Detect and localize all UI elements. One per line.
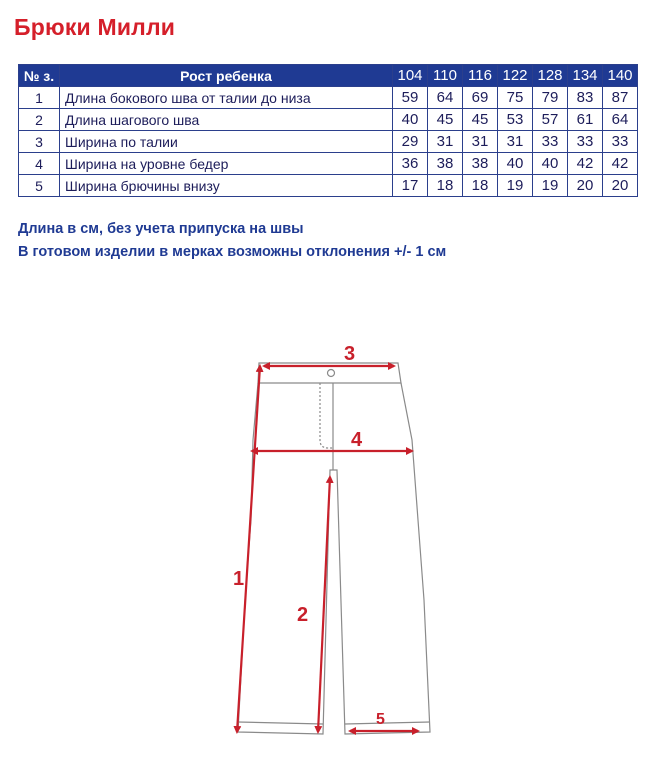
cell-value: 40 [498, 153, 533, 175]
label-2: 2 [297, 604, 309, 626]
header-height: Рост ребенка [60, 65, 393, 87]
pants-body [238, 383, 430, 734]
header-number: № з. [19, 65, 60, 87]
header-size-140: 140 [603, 65, 638, 87]
cell-value: 45 [463, 109, 498, 131]
row-number: 2 [19, 109, 60, 131]
cell-value: 29 [393, 131, 428, 153]
cell-value: 18 [428, 175, 463, 197]
cell-value: 38 [428, 153, 463, 175]
cell-value: 19 [533, 175, 568, 197]
right-hem [345, 722, 430, 724]
cell-value: 31 [463, 131, 498, 153]
note-tolerance: В готовом изделии в мерках возможны отклонения +/- 1 см [18, 244, 447, 260]
cell-value: 42 [603, 153, 638, 175]
cell-value: 18 [463, 175, 498, 197]
header-size-104: 104 [393, 65, 428, 87]
fly-stitch [320, 383, 334, 448]
label-5: 5 [376, 711, 385, 728]
cell-value: 42 [568, 153, 603, 175]
cell-value: 33 [568, 131, 603, 153]
cell-value: 17 [393, 175, 428, 197]
cell-value: 20 [568, 175, 603, 197]
cell-value: 64 [428, 87, 463, 109]
cell-value: 61 [568, 109, 603, 131]
row-number: 4 [19, 153, 60, 175]
cell-value: 57 [533, 109, 568, 131]
row-number: 5 [19, 175, 60, 197]
row-measure-name: Длина шагового шва [60, 109, 393, 131]
cell-value: 33 [603, 131, 638, 153]
row-number: 1 [19, 87, 60, 109]
cell-value: 79 [533, 87, 568, 109]
label-1: 1 [233, 568, 245, 590]
cell-value: 40 [393, 109, 428, 131]
cell-value: 19 [498, 175, 533, 197]
cell-value: 53 [498, 109, 533, 131]
cell-value: 59 [393, 87, 428, 109]
label-3: 3 [344, 343, 356, 365]
row-measure-name: Ширина по талии [60, 131, 393, 153]
note-units: Длина в см, без учета припуска на швы [18, 221, 304, 237]
cell-value: 75 [498, 87, 533, 109]
row-measure-name: Длина бокового шва от талии до низа [60, 87, 393, 109]
page-title: Брюки Милли [14, 14, 176, 40]
measure-inseam [297, 477, 330, 732]
cell-value: 20 [603, 175, 638, 197]
cell-value: 87 [603, 87, 638, 109]
cell-value: 45 [428, 109, 463, 131]
header-size-122: 122 [498, 65, 533, 87]
header-size-128: 128 [533, 65, 568, 87]
button-icon [328, 370, 335, 377]
cell-value: 31 [498, 131, 533, 153]
cell-value: 40 [533, 153, 568, 175]
cell-value: 36 [393, 153, 428, 175]
cell-value: 38 [463, 153, 498, 175]
label-4: 4 [351, 429, 363, 451]
cell-value: 33 [533, 131, 568, 153]
pants-outline [238, 363, 430, 734]
row-number: 3 [19, 131, 60, 153]
cell-value: 69 [463, 87, 498, 109]
header-size-116: 116 [463, 65, 498, 87]
cell-value: 31 [428, 131, 463, 153]
header-size-134: 134 [568, 65, 603, 87]
cell-value: 83 [568, 87, 603, 109]
left-hem [238, 722, 323, 724]
row-measure-name: Ширина брючины внизу [60, 175, 393, 197]
measure-side-seam [233, 366, 260, 732]
measure-hem-width [350, 711, 418, 731]
cell-value: 64 [603, 109, 638, 131]
row-measure-name: Ширина на уровне бедер [60, 153, 393, 175]
header-size-110: 110 [428, 65, 463, 87]
